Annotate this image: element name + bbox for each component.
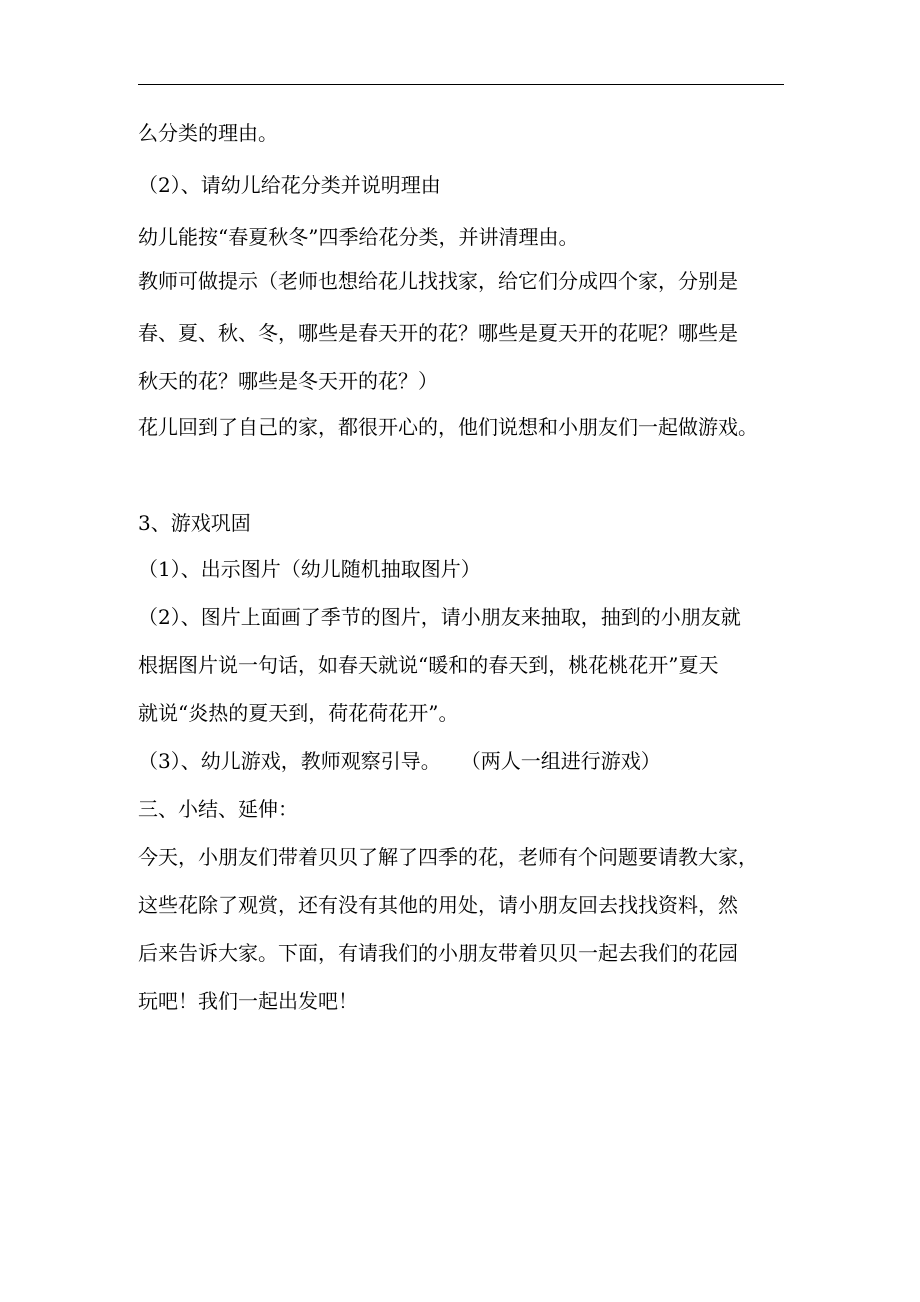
text-line: （3）、幼儿游戏，教师观察引导。 （两人一组进行游戏） [138,749,661,773]
text-line: 根据图片说一句话，如春天就说“暖和的春天到，桃花桃花开”夏天 [138,653,719,677]
text-line: （2）、图片上面画了季节的图片，请小朋友来抽取，抽到的小朋友就 [138,605,741,629]
text-line: 玩吧！我们一起出发吧！ [138,989,358,1013]
text-line: 后来告诉大家。下面，有请我们的小朋友带着贝贝一起去我们的花园 [138,941,738,965]
text-line: 春、夏、秋、冬，哪些是春天开的花？哪些是夏天开的花呢？哪些是 [138,321,738,345]
section-heading: 3、游戏巩固 [138,511,251,535]
text-line: （1）、出示图片（幼儿随机抽取图片） [138,557,481,581]
text-line: 秋天的花？哪些是冬天开的花？） [138,369,438,393]
text-line: 这些花除了观赏，还有没有其他的用处，请小朋友回去找找资料，然 [138,893,738,917]
text-line: 花儿回到了自己的家，都很开心的，他们说想和小朋友们一起做游戏。 [138,415,758,439]
header-rule [138,84,784,85]
text-line: 么分类的理由。 [138,121,278,145]
text-line: （2）、请幼儿给花分类并说明理由 [138,173,441,197]
text-line: 就说“炎热的夏天到，荷花荷花开”。 [138,701,459,725]
text-line: 今天，小朋友们带着贝贝了解了四季的花，老师有个问题要请教大家， [138,845,758,869]
text-line: 幼儿能按“春夏秋冬”四季给花分类，并讲清理由。 [138,225,579,249]
text-line: 教师可做提示（老师也想给花儿找找家，给它们分成四个家，分别是 [138,269,738,293]
section-heading: 三、小结、延伸： [138,797,298,821]
